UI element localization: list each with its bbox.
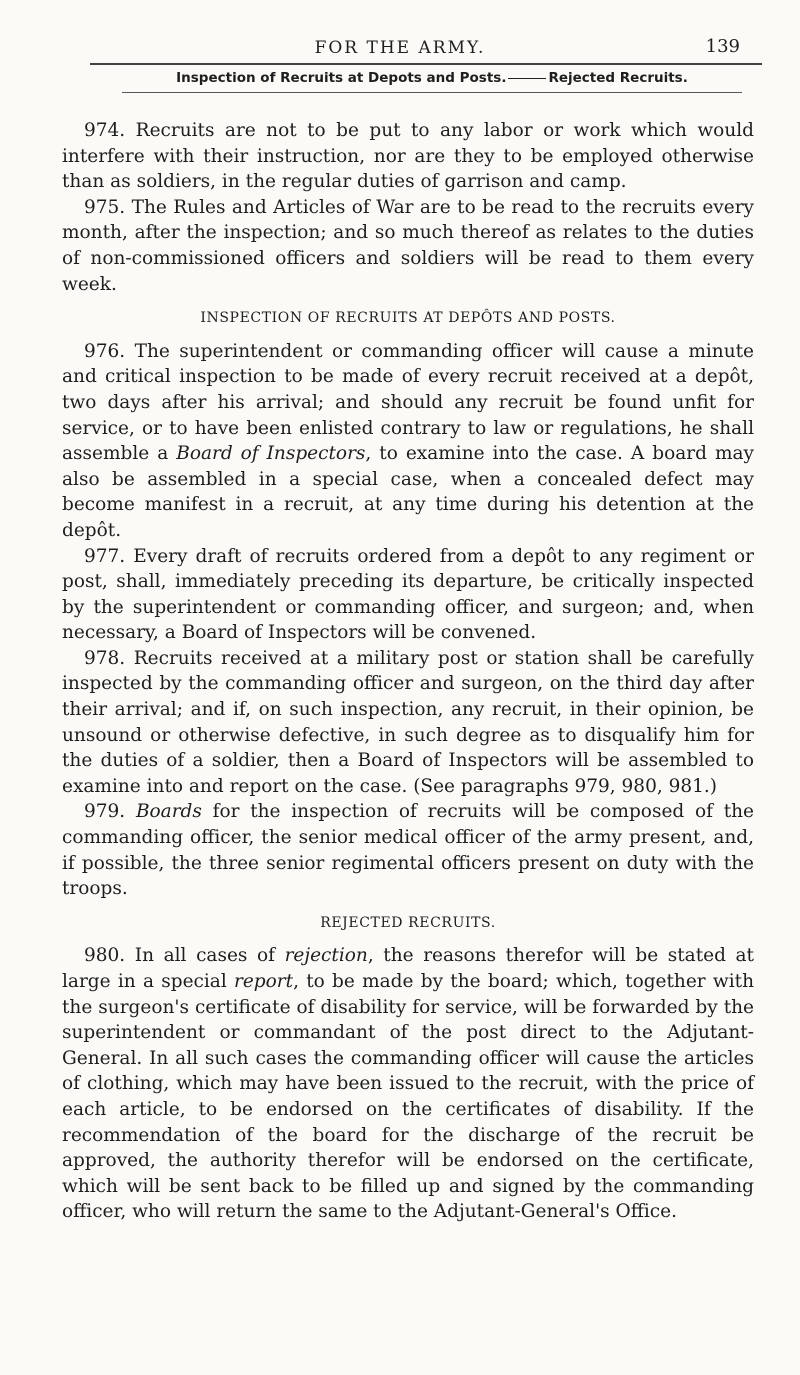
paragraph-979-part-a: 979. <box>84 801 136 823</box>
subheading-rule <box>122 92 742 93</box>
paragraph-974: 974. Recruits are not to be put to any labor or work which would interfere with their instruction, nor are they to be employed otherwise than as soldiers, in the regular duties of garrison and camp. <box>62 120 754 193</box>
paragraph-976-part-b: , to examine into the case. A board may also be assembled in a special case, when a concealed defect may become manifest in a recruit, at any time during his detention at the depôt. <box>62 443 754 541</box>
section-heading-rejected: REJECTED RECRUITS. <box>320 914 496 931</box>
running-head: FOR THE ARMY. <box>314 38 486 58</box>
paragraph-980-part-b: , the reasons therefor will be stated at large in a special <box>62 945 754 992</box>
section-heading-inspection: INSPECTION OF RECRUITS AT DEPÔTS AND POSTS. <box>200 310 616 327</box>
paragraph-976-part-a: 976. The superintendent or commanding officer will cause a minute and critical inspection to be made of every recruit received at a depôt, two days after his arrival; and should any recruit be found unfit for service, or to have been enlisted contrary to law or regulations, he shall assemble a <box>62 340 754 465</box>
paragraph-980-part-c: , to be made by the board; which, together with the surgeon's certificate of disability for service, will be forwarded by the superintendent or commandant of the post direct to the Adjutant-General. In all such cases the commanding officer will cause the articles of clothing, which may have been issued to the recruit, with the price of each article, to be endorsed on the certificates of disability. If the recommendation of the board for the discharge of the recruit be approved, the authority therefor will be endorsed on the certificate, which will be sent back to be filled up and signed by the commanding officer, who will return the same to the Adjutant-General's Office. <box>62 971 754 1223</box>
paragraph-978: 978. Recruits received at a military post or station shall be carefully inspected by the commanding officer and surgeon, on the third day after their arrival; and if, on such inspection, any recruit, in their opinion, be unsound or otherwise defective, in such degree as to disqualify him for the duties of a soldier, then a Board of Inspectors will be assembled to examine into and report on the case. (See paragraphs 979, 980, 981.) <box>62 647 754 797</box>
paragraph-976 <box>62 339 754 544</box>
paragraph-979 <box>62 799 754 901</box>
top-rule <box>90 63 762 65</box>
paragraph-980-emphasis-2: report <box>234 971 294 992</box>
paragraph-980 <box>62 943 754 1225</box>
paragraph-980-emphasis-1: rejection <box>284 945 368 967</box>
page-number: 139 <box>705 36 740 57</box>
body-text <box>62 118 754 1225</box>
page-subheading <box>122 70 742 86</box>
paragraph-977: 977. Every draft of recruits ordered from a depôt to any regiment or post, shall, immediately preceding its departure, be critically inspected by the superintendent or commanding officer, and surgeon; and, when necessary, a Board of Inspectors will be convened. <box>62 545 754 644</box>
paragraph-980-part-a: 980. In all cases of <box>84 945 285 967</box>
paragraph-976-emphasis: Board of Inspectors <box>176 443 366 465</box>
subheading-dash <box>508 78 546 79</box>
subheading-left: Inspection of Recruits at Depots and Posts. <box>176 70 507 86</box>
paragraph-979-emphasis: Boards <box>135 801 202 823</box>
paragraph-975: 975. The Rules and Articles of War are to be read to the recruits every month, after the inspection; and so much thereof as relates to the duties of non-commissioned officers and soldiers will be read to them every week. <box>62 196 754 295</box>
paragraph-979-part-b: for the inspection of recruits will be composed of the commanding officer, the senior medical officer of the army present, and, if possible, the three senior regimental officers present on duty with the troops. <box>62 801 754 900</box>
subheading-right: Rejected Recruits. <box>548 70 688 86</box>
